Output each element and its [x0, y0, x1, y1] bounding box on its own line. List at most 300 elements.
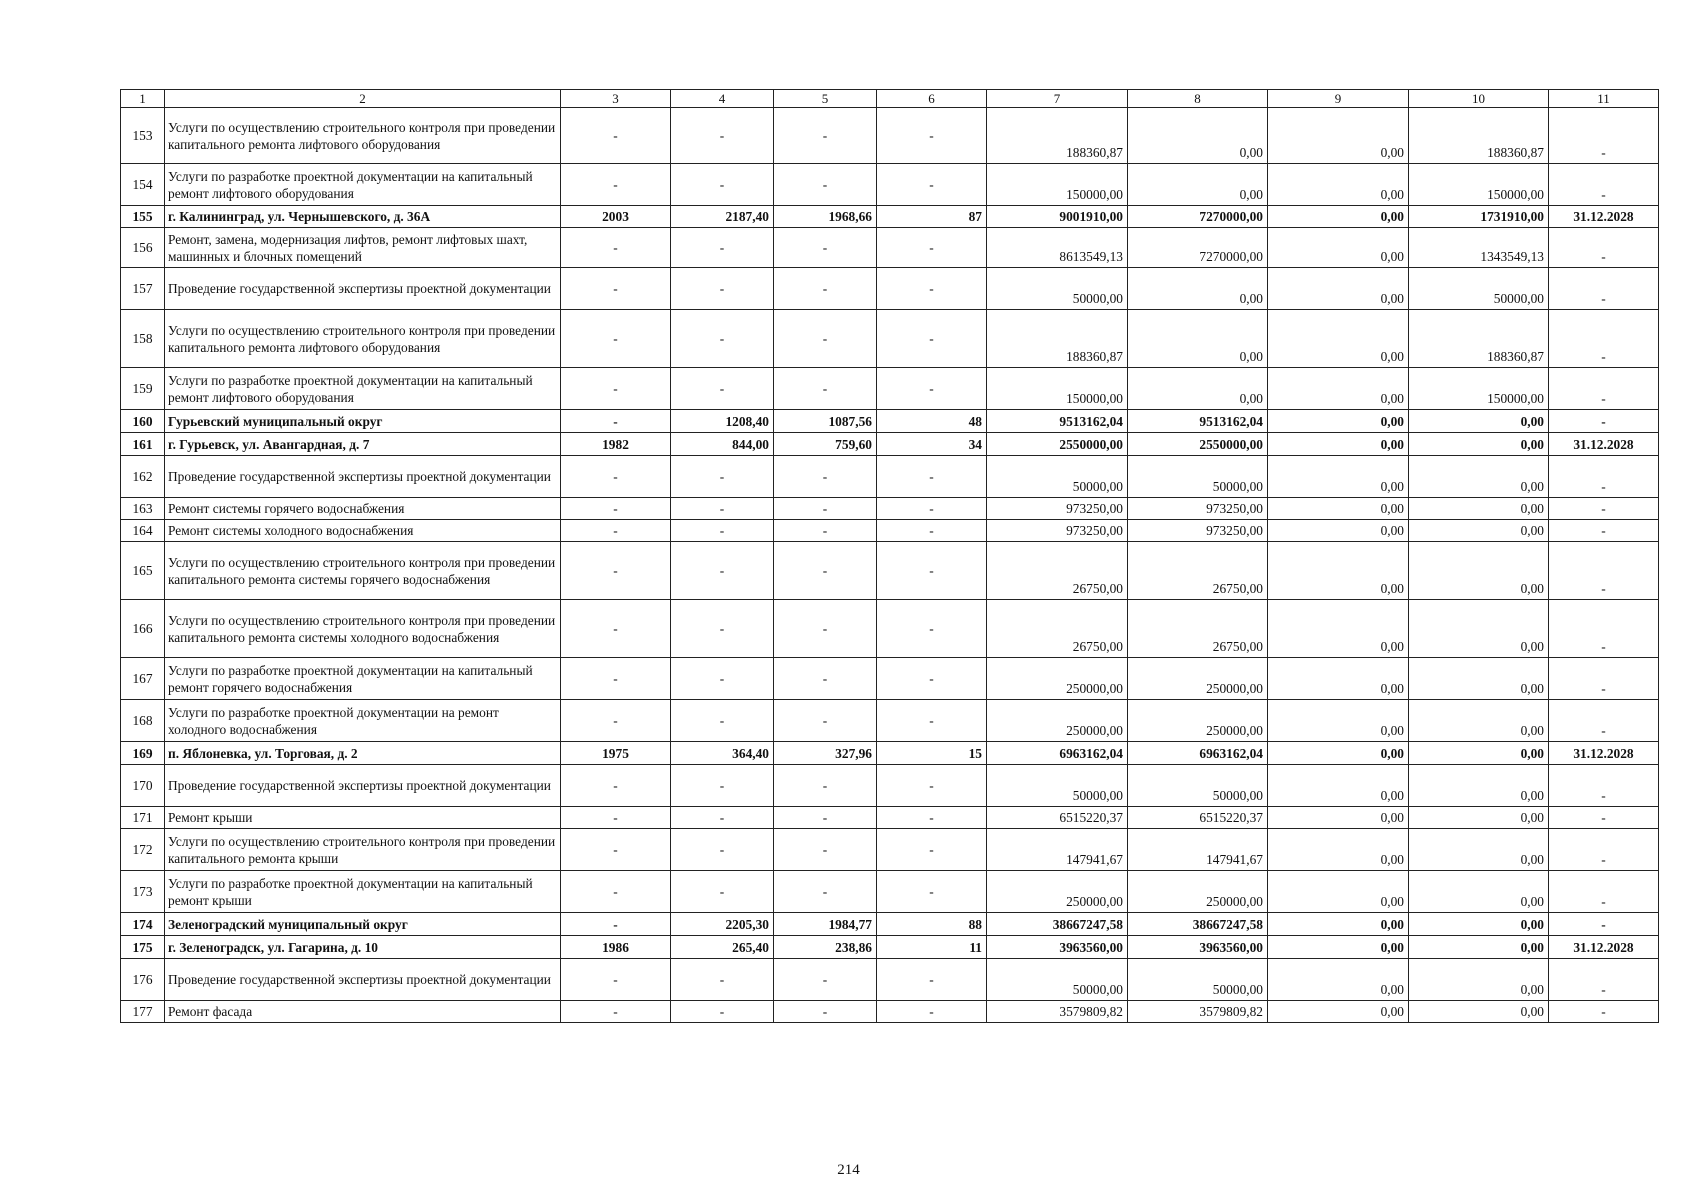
budget-cost-cell: 0,00	[1268, 206, 1409, 228]
completion-date-cell: 31.12.2028	[1549, 206, 1659, 228]
living-area-cell: -	[774, 871, 877, 913]
living-area-cell: 1968,66	[774, 206, 877, 228]
residents-cell: -	[877, 310, 987, 368]
area-cell: -	[671, 228, 774, 268]
row-number-cell: 163	[121, 498, 165, 520]
table-row	[121, 871, 1659, 913]
budget-cost-cell: 0,00	[1268, 959, 1409, 1001]
total-cost-cell: 250000,00	[987, 658, 1128, 700]
fund-cost-cell: 973250,00	[1128, 520, 1268, 542]
residents-cell: -	[877, 700, 987, 742]
table-row	[121, 268, 1659, 310]
area-cell: -	[671, 164, 774, 206]
table-row	[121, 959, 1659, 1001]
row-number-cell: 157	[121, 268, 165, 310]
living-area-cell: -	[774, 368, 877, 410]
budget-cost-cell: 0,00	[1268, 164, 1409, 206]
total-cost-cell: 38667247,58	[987, 913, 1128, 936]
owners-cost-cell: 150000,00	[1409, 164, 1549, 206]
owners-cost-cell: 0,00	[1409, 520, 1549, 542]
table-row	[121, 765, 1659, 807]
budget-cost-cell: 0,00	[1268, 807, 1409, 829]
area-cell: -	[671, 456, 774, 498]
year-cell: -	[561, 959, 671, 1001]
column-header-4: 4	[671, 90, 774, 108]
total-cost-cell: 6963162,04	[987, 742, 1128, 765]
table-row	[121, 742, 1659, 765]
table-row	[121, 913, 1659, 936]
table-row	[121, 368, 1659, 410]
description-cell: г. Калининград, ул. Чернышевского, д. 36А	[165, 206, 561, 228]
description-cell: Услуги по разработке проектной документации на капитальный ремонт лифтового оборудования	[165, 164, 561, 206]
row-number-cell: 159	[121, 368, 165, 410]
owners-cost-cell: 0,00	[1409, 542, 1549, 600]
column-header-10: 10	[1409, 90, 1549, 108]
owners-cost-cell: 0,00	[1409, 600, 1549, 658]
owners-cost-cell: 0,00	[1409, 498, 1549, 520]
column-header-9: 9	[1268, 90, 1409, 108]
budget-cost-cell: 0,00	[1268, 871, 1409, 913]
area-cell: -	[671, 368, 774, 410]
area-cell: 2187,40	[671, 206, 774, 228]
living-area-cell: 327,96	[774, 742, 877, 765]
total-cost-cell: 3963560,00	[987, 936, 1128, 959]
year-cell: -	[561, 913, 671, 936]
year-cell: -	[561, 520, 671, 542]
living-area-cell: -	[774, 498, 877, 520]
completion-date-cell: -	[1549, 600, 1659, 658]
owners-cost-cell: 0,00	[1409, 433, 1549, 456]
area-cell: -	[671, 658, 774, 700]
year-cell: -	[561, 600, 671, 658]
area-cell: -	[671, 700, 774, 742]
residents-cell: -	[877, 1001, 987, 1023]
description-cell: Услуги по разработке проектной документации на капитальный ремонт лифтового оборудования	[165, 368, 561, 410]
living-area-cell: -	[774, 658, 877, 700]
row-number-cell: 172	[121, 829, 165, 871]
table-body	[121, 108, 1659, 1023]
owners-cost-cell: 0,00	[1409, 1001, 1549, 1023]
owners-cost-cell: 0,00	[1409, 913, 1549, 936]
area-cell: 844,00	[671, 433, 774, 456]
description-cell: Ремонт системы холодного водоснабжения	[165, 520, 561, 542]
total-cost-cell: 50000,00	[987, 268, 1128, 310]
budget-cost-cell: 0,00	[1268, 658, 1409, 700]
fund-cost-cell: 7270000,00	[1128, 206, 1268, 228]
completion-date-cell: -	[1549, 310, 1659, 368]
fund-cost-cell: 6963162,04	[1128, 742, 1268, 765]
budget-cost-cell: 0,00	[1268, 700, 1409, 742]
residents-cell: 11	[877, 936, 987, 959]
year-cell: 1975	[561, 742, 671, 765]
residents-cell: 15	[877, 742, 987, 765]
budget-cost-cell: 0,00	[1268, 936, 1409, 959]
area-cell: -	[671, 310, 774, 368]
column-header-5: 5	[774, 90, 877, 108]
residents-cell: 88	[877, 913, 987, 936]
row-number-cell: 170	[121, 765, 165, 807]
living-area-cell: -	[774, 520, 877, 542]
residents-cell: -	[877, 164, 987, 206]
residents-cell: 34	[877, 433, 987, 456]
living-area-cell: -	[774, 310, 877, 368]
budget-cost-cell: 0,00	[1268, 410, 1409, 433]
residents-cell: -	[877, 368, 987, 410]
row-number-cell: 156	[121, 228, 165, 268]
fund-cost-cell: 147941,67	[1128, 829, 1268, 871]
residents-cell: -	[877, 871, 987, 913]
completion-date-cell: 31.12.2028	[1549, 742, 1659, 765]
description-cell: Зеленоградский муниципальный округ	[165, 913, 561, 936]
residents-cell: -	[877, 456, 987, 498]
living-area-cell: -	[774, 228, 877, 268]
total-cost-cell: 150000,00	[987, 368, 1128, 410]
area-cell: -	[671, 807, 774, 829]
living-area-cell: 1984,77	[774, 913, 877, 936]
column-number-header	[121, 90, 1659, 108]
budget-cost-cell: 0,00	[1268, 600, 1409, 658]
total-cost-cell: 150000,00	[987, 164, 1128, 206]
completion-date-cell: -	[1549, 456, 1659, 498]
completion-date-cell: -	[1549, 410, 1659, 433]
table-row	[121, 829, 1659, 871]
fund-cost-cell: 0,00	[1128, 310, 1268, 368]
residents-cell: 87	[877, 206, 987, 228]
table-row	[121, 433, 1659, 456]
year-cell: -	[561, 310, 671, 368]
fund-cost-cell: 3963560,00	[1128, 936, 1268, 959]
table-row	[121, 456, 1659, 498]
row-number-cell: 158	[121, 310, 165, 368]
owners-cost-cell: 0,00	[1409, 807, 1549, 829]
completion-date-cell: -	[1549, 498, 1659, 520]
residents-cell: -	[877, 520, 987, 542]
residents-cell: -	[877, 542, 987, 600]
fund-cost-cell: 38667247,58	[1128, 913, 1268, 936]
total-cost-cell: 973250,00	[987, 498, 1128, 520]
fund-cost-cell: 50000,00	[1128, 456, 1268, 498]
year-cell: -	[561, 228, 671, 268]
fund-cost-cell: 2550000,00	[1128, 433, 1268, 456]
year-cell: -	[561, 268, 671, 310]
column-header-2: 2	[165, 90, 561, 108]
fund-cost-cell: 7270000,00	[1128, 228, 1268, 268]
completion-date-cell: -	[1549, 520, 1659, 542]
row-number-cell: 162	[121, 456, 165, 498]
total-cost-cell: 2550000,00	[987, 433, 1128, 456]
total-cost-cell: 250000,00	[987, 871, 1128, 913]
owners-cost-cell: 150000,00	[1409, 368, 1549, 410]
living-area-cell: 759,60	[774, 433, 877, 456]
fund-cost-cell: 9513162,04	[1128, 410, 1268, 433]
row-number-cell: 174	[121, 913, 165, 936]
residents-cell: -	[877, 600, 987, 658]
residents-cell: -	[877, 498, 987, 520]
description-cell: Услуги по осуществлению строительного контроля при проведении капитального ремонта системы горячего водоснабжения	[165, 542, 561, 600]
total-cost-cell: 50000,00	[987, 959, 1128, 1001]
total-cost-cell: 147941,67	[987, 829, 1128, 871]
year-cell: 1986	[561, 936, 671, 959]
owners-cost-cell: 1731910,00	[1409, 206, 1549, 228]
fund-cost-cell: 973250,00	[1128, 498, 1268, 520]
row-number-cell: 164	[121, 520, 165, 542]
completion-date-cell: -	[1549, 913, 1659, 936]
description-cell: Услуги по разработке проектной документации на ремонт холодного водоснабжения	[165, 700, 561, 742]
description-cell: Ремонт фасада	[165, 1001, 561, 1023]
area-cell: -	[671, 268, 774, 310]
budget-cost-cell: 0,00	[1268, 829, 1409, 871]
page-number: 214	[837, 1162, 860, 1178]
living-area-cell: -	[774, 1001, 877, 1023]
description-cell: г. Гурьевск, ул. Авангардная, д. 7	[165, 433, 561, 456]
table-row	[121, 520, 1659, 542]
total-cost-cell: 8613549,13	[987, 228, 1128, 268]
description-cell: Проведение государственной экспертизы проектной документации	[165, 959, 561, 1001]
table-row	[121, 807, 1659, 829]
area-cell: 2205,30	[671, 913, 774, 936]
residents-cell: -	[877, 658, 987, 700]
year-cell: -	[561, 108, 671, 164]
fund-cost-cell: 0,00	[1128, 108, 1268, 164]
owners-cost-cell: 0,00	[1409, 410, 1549, 433]
row-number-cell: 154	[121, 164, 165, 206]
budget-cost-cell: 0,00	[1268, 433, 1409, 456]
owners-cost-cell: 0,00	[1409, 658, 1549, 700]
row-number-cell: 168	[121, 700, 165, 742]
year-cell: -	[561, 700, 671, 742]
living-area-cell: -	[774, 542, 877, 600]
capital-repair-table	[120, 89, 1659, 1023]
table-row	[121, 164, 1659, 206]
owners-cost-cell: 188360,87	[1409, 310, 1549, 368]
column-header-3: 3	[561, 90, 671, 108]
budget-cost-cell: 0,00	[1268, 368, 1409, 410]
budget-cost-cell: 0,00	[1268, 765, 1409, 807]
total-cost-cell: 50000,00	[987, 765, 1128, 807]
row-number-cell: 160	[121, 410, 165, 433]
row-number-cell: 167	[121, 658, 165, 700]
column-header-11: 11	[1549, 90, 1659, 108]
area-cell: 265,40	[671, 936, 774, 959]
row-number-cell: 166	[121, 600, 165, 658]
residents-cell: -	[877, 959, 987, 1001]
total-cost-cell: 9001910,00	[987, 206, 1128, 228]
description-cell: Ремонт, замена, модернизация лифтов, ремонт лифтовых шахт, машинных и блочных помещений	[165, 228, 561, 268]
living-area-cell: -	[774, 807, 877, 829]
table-row	[121, 410, 1659, 433]
completion-date-cell: -	[1549, 807, 1659, 829]
row-number-cell: 153	[121, 108, 165, 164]
owners-cost-cell: 0,00	[1409, 829, 1549, 871]
budget-cost-cell: 0,00	[1268, 498, 1409, 520]
completion-date-cell: -	[1549, 542, 1659, 600]
residents-cell: -	[877, 228, 987, 268]
completion-date-cell: -	[1549, 164, 1659, 206]
budget-cost-cell: 0,00	[1268, 310, 1409, 368]
budget-cost-cell: 0,00	[1268, 742, 1409, 765]
column-header-6: 6	[877, 90, 987, 108]
area-cell: -	[671, 600, 774, 658]
living-area-cell: -	[774, 164, 877, 206]
description-cell: Проведение государственной экспертизы проектной документации	[165, 765, 561, 807]
area-cell: -	[671, 108, 774, 164]
owners-cost-cell: 1343549,13	[1409, 228, 1549, 268]
year-cell: -	[561, 164, 671, 206]
completion-date-cell: -	[1549, 829, 1659, 871]
year-cell: -	[561, 829, 671, 871]
residents-cell: -	[877, 108, 987, 164]
total-cost-cell: 50000,00	[987, 456, 1128, 498]
year-cell: 2003	[561, 206, 671, 228]
row-number-cell: 175	[121, 936, 165, 959]
area-cell: -	[671, 765, 774, 807]
description-cell: Ремонт крыши	[165, 807, 561, 829]
fund-cost-cell: 6515220,37	[1128, 807, 1268, 829]
budget-cost-cell: 0,00	[1268, 542, 1409, 600]
fund-cost-cell: 26750,00	[1128, 600, 1268, 658]
budget-cost-cell: 0,00	[1268, 268, 1409, 310]
living-area-cell: -	[774, 600, 877, 658]
residents-cell: -	[877, 829, 987, 871]
description-cell: Услуги по разработке проектной документации на капитальный ремонт горячего водоснабжения	[165, 658, 561, 700]
living-area-cell: -	[774, 959, 877, 1001]
budget-cost-cell: 0,00	[1268, 456, 1409, 498]
year-cell: -	[561, 871, 671, 913]
fund-cost-cell: 50000,00	[1128, 959, 1268, 1001]
description-cell: Гурьевский муниципальный округ	[165, 410, 561, 433]
table-row	[121, 542, 1659, 600]
area-cell: -	[671, 542, 774, 600]
year-cell: -	[561, 807, 671, 829]
area-cell: -	[671, 871, 774, 913]
column-header-8: 8	[1128, 90, 1268, 108]
row-number-cell: 176	[121, 959, 165, 1001]
owners-cost-cell: 0,00	[1409, 959, 1549, 1001]
residents-cell: -	[877, 807, 987, 829]
living-area-cell: 1087,56	[774, 410, 877, 433]
budget-cost-cell: 0,00	[1268, 108, 1409, 164]
area-cell: -	[671, 520, 774, 542]
fund-cost-cell: 250000,00	[1128, 871, 1268, 913]
total-cost-cell: 9513162,04	[987, 410, 1128, 433]
year-cell: -	[561, 765, 671, 807]
table-row	[121, 228, 1659, 268]
completion-date-cell: -	[1549, 228, 1659, 268]
budget-cost-cell: 0,00	[1268, 913, 1409, 936]
area-cell: -	[671, 959, 774, 1001]
fund-cost-cell: 0,00	[1128, 268, 1268, 310]
fund-cost-cell: 0,00	[1128, 368, 1268, 410]
table-row	[121, 658, 1659, 700]
table-row	[121, 936, 1659, 959]
row-number-cell: 165	[121, 542, 165, 600]
owners-cost-cell: 0,00	[1409, 456, 1549, 498]
owners-cost-cell: 0,00	[1409, 742, 1549, 765]
budget-cost-cell: 0,00	[1268, 520, 1409, 542]
column-header-7: 7	[987, 90, 1128, 108]
description-cell: Услуги по осуществлению строительного контроля при проведении капитального ремонта лифтового оборудования	[165, 108, 561, 164]
row-number-cell: 177	[121, 1001, 165, 1023]
fund-cost-cell: 3579809,82	[1128, 1001, 1268, 1023]
completion-date-cell: -	[1549, 108, 1659, 164]
living-area-cell: -	[774, 456, 877, 498]
completion-date-cell: 31.12.2028	[1549, 433, 1659, 456]
document-table-wrapper	[120, 89, 1658, 1023]
owners-cost-cell: 0,00	[1409, 936, 1549, 959]
table-row	[121, 600, 1659, 658]
description-cell: Проведение государственной экспертизы проектной документации	[165, 456, 561, 498]
year-cell: -	[561, 658, 671, 700]
year-cell: 1982	[561, 433, 671, 456]
fund-cost-cell: 0,00	[1128, 164, 1268, 206]
year-cell: -	[561, 1001, 671, 1023]
owners-cost-cell: 0,00	[1409, 871, 1549, 913]
completion-date-cell: -	[1549, 268, 1659, 310]
row-number-cell: 155	[121, 206, 165, 228]
area-cell: -	[671, 498, 774, 520]
fund-cost-cell: 250000,00	[1128, 658, 1268, 700]
owners-cost-cell: 50000,00	[1409, 268, 1549, 310]
table-row	[121, 498, 1659, 520]
table-row	[121, 700, 1659, 742]
completion-date-cell: -	[1549, 959, 1659, 1001]
owners-cost-cell: 0,00	[1409, 700, 1549, 742]
completion-date-cell: -	[1549, 1001, 1659, 1023]
completion-date-cell: -	[1549, 765, 1659, 807]
living-area-cell: -	[774, 268, 877, 310]
budget-cost-cell: 0,00	[1268, 1001, 1409, 1023]
total-cost-cell: 6515220,37	[987, 807, 1128, 829]
completion-date-cell: 31.12.2028	[1549, 936, 1659, 959]
total-cost-cell: 26750,00	[987, 542, 1128, 600]
description-cell: Ремонт системы горячего водоснабжения	[165, 498, 561, 520]
column-header-1: 1	[121, 90, 165, 108]
year-cell: -	[561, 368, 671, 410]
fund-cost-cell: 26750,00	[1128, 542, 1268, 600]
budget-cost-cell: 0,00	[1268, 228, 1409, 268]
table-row	[121, 108, 1659, 164]
description-cell: Проведение государственной экспертизы проектной документации	[165, 268, 561, 310]
year-cell: -	[561, 456, 671, 498]
table-row	[121, 1001, 1659, 1023]
fund-cost-cell: 250000,00	[1128, 700, 1268, 742]
area-cell: -	[671, 1001, 774, 1023]
year-cell: -	[561, 410, 671, 433]
owners-cost-cell: 188360,87	[1409, 108, 1549, 164]
total-cost-cell: 26750,00	[987, 600, 1128, 658]
completion-date-cell: -	[1549, 658, 1659, 700]
area-cell: 1208,40	[671, 410, 774, 433]
total-cost-cell: 973250,00	[987, 520, 1128, 542]
total-cost-cell: 188360,87	[987, 108, 1128, 164]
living-area-cell: -	[774, 700, 877, 742]
row-number-cell: 171	[121, 807, 165, 829]
total-cost-cell: 3579809,82	[987, 1001, 1128, 1023]
year-cell: -	[561, 542, 671, 600]
description-cell: Услуги по осуществлению строительного контроля при проведении капитального ремонта лифтового оборудования	[165, 310, 561, 368]
table-row	[121, 206, 1659, 228]
row-number-cell: 169	[121, 742, 165, 765]
table-row	[121, 310, 1659, 368]
area-cell: -	[671, 829, 774, 871]
owners-cost-cell: 0,00	[1409, 765, 1549, 807]
living-area-cell: -	[774, 108, 877, 164]
row-number-cell: 161	[121, 433, 165, 456]
total-cost-cell: 188360,87	[987, 310, 1128, 368]
year-cell: -	[561, 498, 671, 520]
description-cell: Услуги по осуществлению строительного контроля при проведении капитального ремонта крыши	[165, 829, 561, 871]
living-area-cell: -	[774, 829, 877, 871]
